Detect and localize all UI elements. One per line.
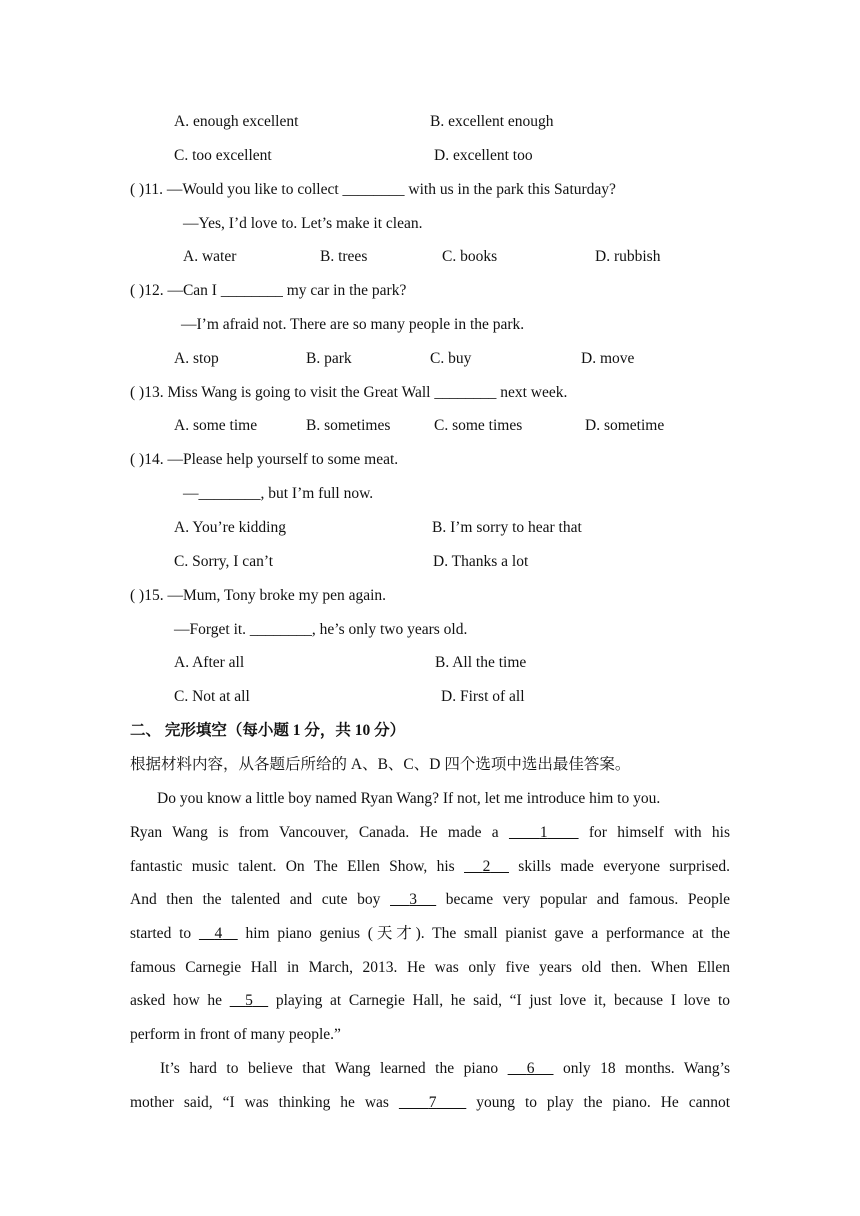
q15-stem: ( )15. —Mum, Tony broke my pen again. — [130, 587, 387, 604]
section2-instruction: 根据材料内容，从各题后所给的 A、B、C、D 四个选项中选出最佳答案。 — [130, 756, 631, 773]
q15-option-b: B. All the time — [435, 654, 527, 671]
passage-line: Do you know a little boy named Ryan Wang? If not, let me introduce him to you. — [157, 790, 661, 807]
q14-stem: ( )14. —Please help yourself to some meat. — [130, 451, 399, 468]
q15-option-a: A. After all — [174, 654, 245, 671]
section2-title: 二、 完形填空（每小题 1 分，共 10 分） — [130, 722, 406, 739]
q11-option-a: A. water — [183, 248, 237, 265]
passage-line: asked how he 5 playing at Carnegie Hall, he said, “I just love it, because I love to — [130, 992, 731, 1009]
blank-4: 4 — [214, 925, 223, 942]
passage-line: started to 4 him piano genius (天才). The small pianist gave a performance at the — [130, 925, 731, 942]
q15-option-c: C. Not at all — [174, 688, 250, 705]
blank-2: 2 — [482, 858, 491, 875]
q12-option-c: C. buy — [430, 350, 472, 367]
q11-reply: —Yes, I’d love to. Let’s make it clean. — [183, 215, 423, 232]
passage-line: famous Carnegie Hall in March, 2013. He was only five years old then. When Ellen — [130, 959, 730, 976]
blank-7: 7 — [428, 1094, 437, 1111]
q12-reply: —I’m afraid not. There are so many people in the park. — [181, 316, 525, 333]
passage-line: Ryan Wang is from Vancouver, Canada. He made a 1 for himself with his — [130, 824, 731, 841]
passage-line: And then the talented and cute boy 3 became very popular and famous. People — [130, 891, 731, 908]
q11-option-c: C. books — [442, 248, 498, 265]
q12-stem: ( )12. —Can I ________ my car in the park? — [130, 282, 407, 299]
q10-option-c: C. too excellent — [174, 147, 272, 164]
q13-option-d: D. sometime — [585, 417, 665, 434]
passage-line: It’s hard to believe that Wang learned the piano 6 only 18 months. Wang’s — [160, 1060, 731, 1077]
q13-option-a: A. some time — [174, 417, 258, 434]
q11-stem: ( )11. —Would you like to collect ________ with us in the park this Saturday? — [130, 181, 616, 198]
passage-line: perform in front of many people.” — [130, 1026, 341, 1043]
blank-3: 3 — [409, 891, 417, 908]
passage-line: fantastic music talent. On The Ellen Show, his 2 skills made everyone surprised. — [130, 858, 731, 875]
q11-option-d: D. rubbish — [595, 248, 661, 265]
blank-6: 6 — [526, 1060, 535, 1077]
passage-line: mother said, “I was thinking he was 7 young to play the piano. He cannot — [130, 1094, 731, 1111]
q15-reply: —Forget it. ________, he’s only two years old. — [174, 621, 468, 638]
q10-option-a: A. enough excellent — [174, 113, 299, 130]
q14-option-a: A. You’re kidding — [174, 519, 286, 536]
q15-option-d: D. First of all — [441, 688, 525, 705]
q14-reply: —________, but I’m full now. — [183, 485, 374, 502]
q11-option-b: B. trees — [320, 248, 368, 265]
q14-option-c: C. Sorry, I can’t — [174, 553, 274, 570]
q12-option-b: B. park — [306, 350, 352, 367]
q12-option-d: D. move — [581, 350, 635, 367]
q10-option-d: D. excellent too — [434, 147, 533, 164]
q13-option-c: C. some times — [434, 417, 523, 434]
q13-stem: ( )13. Miss Wang is going to visit the Great Wall ________ next week. — [130, 384, 568, 401]
q12-option-a: A. stop — [174, 350, 219, 367]
q14-option-b: B. I’m sorry to hear that — [432, 519, 582, 536]
blank-1: 1 — [539, 824, 548, 841]
q13-option-b: B. sometimes — [306, 417, 391, 434]
blank-5: 5 — [245, 992, 253, 1009]
q10-option-b: B. excellent enough — [430, 113, 554, 130]
q14-option-d: D. Thanks a lot — [433, 553, 529, 570]
